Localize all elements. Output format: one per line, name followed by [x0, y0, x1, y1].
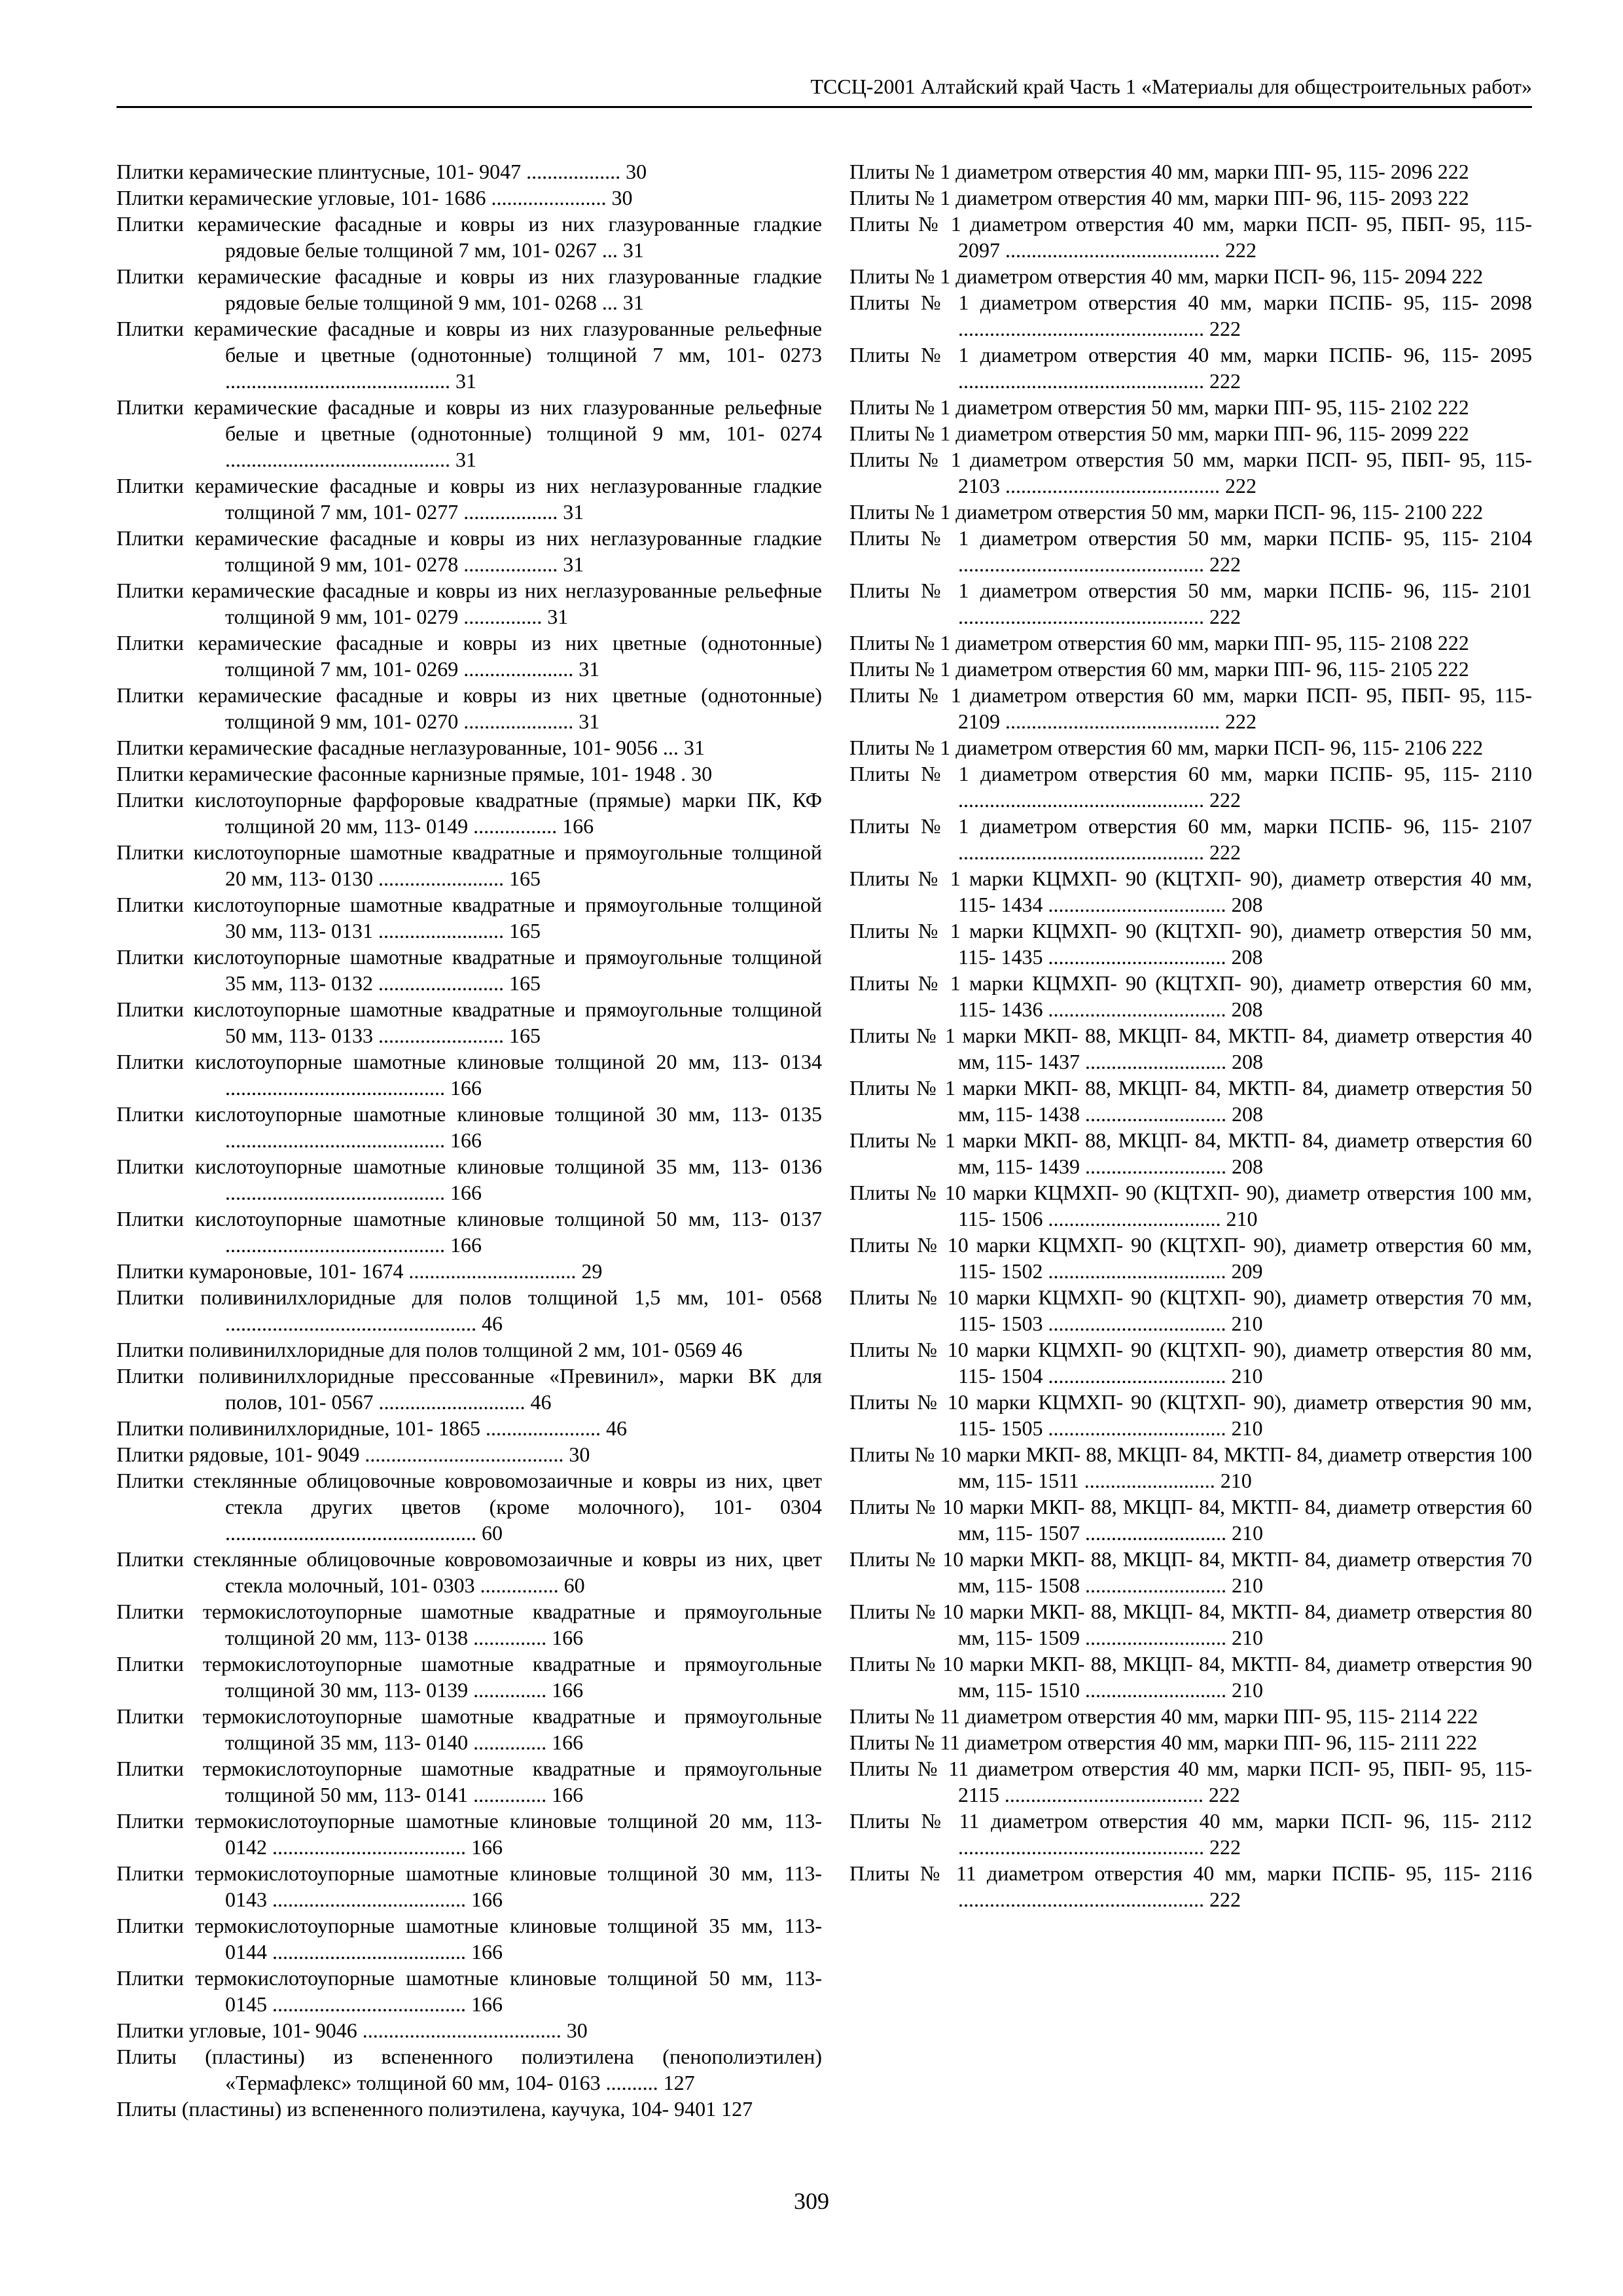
index-entry: Плитки керамические фасадные и ковры из них глазурованные рельефные белые и цветные (однотонные) толщиной 9 мм, 101- 0274 ........................................... 31 [116, 395, 822, 471]
index-entry: Плиты № 1 диаметром отверстия 40 мм, марки ПСП- 96, 115- 2094 222 [849, 264, 1484, 288]
index-entry: Плиты № 1 диаметром отверстия 50 мм, марки ПП- 95, 115- 2102 222 [849, 395, 1469, 419]
index-entry: Плиты № 1 диаметром отверстия 50 мм, марки ПП- 96, 115- 2099 222 [849, 422, 1469, 445]
index-entry: Плитки керамические плинтусные, 101- 9047 .................. 30 [116, 160, 647, 183]
index-entry: Плиты № 1 диаметром отверстия 50 мм, марки ПСПБ- 96, 115- 2101 ............................................... 222 [849, 579, 1532, 628]
index-entry: Плитки керамические фасадные и ковры из них глазурованные рельефные белые и цветные (однотонные) толщиной 7 мм, 101- 0273 ........................................... 31 [116, 317, 822, 393]
index-entry: Плиты № 1 марки КЦМХП- 90 (КЦТХП- 90), диаметр отверстия 60 мм, 115- 1436 .................................. 208 [849, 971, 1532, 1021]
index-entry: Плитки керамические фасадные и ковры из них цветные (однотонные) толщиной 9 мм, 101- 0270 ..................... 31 [116, 683, 822, 733]
index-entry: Плиты № 10 марки КЦМХП- 90 (КЦТХП- 90), диаметр отверстия 60 мм, 115- 1502 .................................. 209 [849, 1233, 1532, 1283]
index-column-left [116, 158, 822, 2122]
index-entry: Плитки термокислотоупорные шамотные клиновые толщиной 35 мм, 113- 0144 ..................................... 166 [116, 1914, 822, 1964]
index-entry: Плитки термокислотоупорные шамотные квадратные и прямоугольные толщиной 50 мм, 113- 0141 .............. 166 [116, 1757, 822, 1806]
index-entry: Плиты № 1 диаметром отверстия 40 мм, марки ПСП- 95, ПБП- 95, 115- 2097 ......................................... 222 [849, 212, 1532, 262]
index-entry: Плиты № 11 диаметром отверстия 40 мм, марки ПСП- 96, 115- 2112 ............................................... 222 [849, 1809, 1532, 1859]
index-entry: Плиты № 10 марки МКП- 88, МКЦП- 84, МКТП- 84, диаметр отверстия 70 мм, 115- 1508 ........................... 210 [849, 1547, 1532, 1597]
index-entry: Плиты № 1 диаметром отверстия 40 мм, марки ПСПБ- 96, 115- 2095 ............................................... 222 [849, 343, 1532, 393]
index-entry: Плиты № 11 диаметром отверстия 40 мм, марки ПСП- 95, ПБП- 95, 115- 2115 ...................................... 222 [849, 1757, 1532, 1806]
index-entry: Плиты № 1 диаметром отверстия 60 мм, марки ПСП- 95, ПБП- 95, 115- 2109 ......................................... 222 [849, 683, 1532, 733]
index-entry: Плитки керамические фасадные и ковры из них глазурованные гладкие рядовые белые толщиной 7 мм, 101- 0267 ... 31 [116, 212, 822, 262]
index-entry: Плитки керамические фасадные и ковры из них цветные (однотонные) толщиной 7 мм, 101- 0269 ..................... 31 [116, 631, 822, 681]
index-entry: Плитки кислотоупорные шамотные клиновые толщиной 30 мм, 113- 0135 .......................................... 166 [116, 1102, 822, 1152]
index-entry: Плитки кислотоупорные шамотные квадратные и прямоугольные толщиной 30 мм, 113- 0131 ........................ 165 [116, 893, 822, 942]
index-entry: Плитки кислотоупорные шамотные клиновые толщиной 20 мм, 113- 0134 .......................................... 166 [116, 1050, 822, 1100]
index-entry: Плиты (пластины) из вспененного полиэтилена (пенополиэтилен) «Термафлекс» толщиной 60 мм, 104- 0163 .......... 127 [116, 2045, 822, 2094]
index-entry: Плитки термокислотоупорные шамотные квадратные и прямоугольные толщиной 30 мм, 113- 0139 .............. 166 [116, 1652, 822, 1702]
index-entry: Плитки кумароновые, 101- 1674 ................................ 29 [116, 1259, 603, 1283]
index-entry: Плитки керамические угловые, 101- 1686 ...................... 30 [116, 186, 633, 209]
index-entry: Плиты № 11 диаметром отверстия 40 мм, марки ПП- 96, 115- 2111 222 [849, 1731, 1478, 1754]
index-entry: Плиты № 1 диаметром отверстия 50 мм, марки ПСПБ- 95, 115- 2104 ............................................... 222 [849, 526, 1532, 576]
index-entry: Плиты № 1 диаметром отверстия 50 мм, марки ПСП- 96, 115- 2100 222 [849, 500, 1484, 524]
index-entry: Плиты № 1 диаметром отверстия 50 мм, марки ПСП- 95, ПБП- 95, 115- 2103 ......................................... 222 [849, 448, 1532, 497]
index-entry: Плиты № 10 марки МКП- 88, МКЦП- 84, МКТП- 84, диаметр отверстия 90 мм, 115- 1510 ........................... 210 [849, 1652, 1532, 1702]
index-entry: Плитки керамические фасадные и ковры из них неглазурованные гладкие толщиной 9 мм, 101- 0278 .................. 31 [116, 526, 822, 576]
index-entry: Плиты № 11 диаметром отверстия 40 мм, марки ПП- 95, 115- 2114 222 [849, 1704, 1478, 1728]
index-entry: Плиты № 1 диаметром отверстия 60 мм, марки ПП- 95, 115- 2108 222 [849, 631, 1469, 655]
index-entry: Плитки термокислотоупорные шамотные квадратные и прямоугольные толщиной 35 мм, 113- 0140 .............. 166 [116, 1704, 822, 1754]
index-entry: Плиты № 1 марки МКП- 88, МКЦП- 84, МКТП- 84, диаметр отверстия 50 мм, 115- 1438 ........................... 208 [849, 1076, 1532, 1126]
index-entry: Плиты № 1 марки МКП- 88, МКЦП- 84, МКТП- 84, диаметр отверстия 60 мм, 115- 1439 ........................... 208 [849, 1128, 1532, 1178]
index-entry: Плиты № 1 диаметром отверстия 60 мм, марки ПП- 96, 115- 2105 222 [849, 657, 1469, 681]
index-entry: Плитки термокислотоупорные шамотные клиновые толщиной 50 мм, 113- 0145 ..................................... 166 [116, 1966, 822, 2016]
index-entry: Плиты № 1 диаметром отверстия 60 мм, марки ПСПБ- 96, 115- 2107 ............................................... 222 [849, 814, 1532, 864]
index-entry: Плиты № 10 марки МКП- 88, МКЦП- 84, МКТП- 84, диаметр отверстия 60 мм, 115- 1507 ........................... 210 [849, 1495, 1532, 1545]
index-entry: Плиты (пластины) из вспененного полиэтилена, каучука, 104- 9401 127 [116, 2097, 753, 2121]
index-entry: Плиты № 1 диаметром отверстия 40 мм, марки ПП- 95, 115- 2096 222 [849, 160, 1469, 183]
index-entry: Плитки керамические фасадные и ковры из них глазурованные гладкие рядовые белые толщиной 9 мм, 101- 0268 ... 31 [116, 264, 822, 314]
index-entry: Плитки керамические фасонные карнизные прямые, 101- 1948 . 30 [116, 762, 713, 785]
index-entry: Плиты № 1 диаметром отверстия 40 мм, марки ПСПБ- 95, 115- 2098 ............................................... 222 [849, 291, 1532, 340]
index-entry: Плитки рядовые, 101- 9049 ...................................... 30 [116, 1443, 590, 1466]
index-entry: Плитки угловые, 101- 9046 ...................................... 30 [116, 2018, 588, 2042]
index-entry: Плитки поливинилхлоридные для полов толщиной 1,5 мм, 101- 0568 ................................................ 46 [116, 1285, 822, 1335]
index-entry: Плиты № 10 марки КЦМХП- 90 (КЦТХП- 90), диаметр отверстия 70 мм, 115- 1503 .................................. 210 [849, 1285, 1532, 1335]
index-entry: Плитки кислотоупорные шамотные клиновые толщиной 35 мм, 113- 0136 .......................................... 166 [116, 1155, 822, 1204]
index-entry: Плитки кислотоупорные шамотные клиновые толщиной 50 мм, 113- 0137 .......................................... 166 [116, 1207, 822, 1257]
index-entry: Плиты № 10 марки МКП- 88, МКЦП- 84, МКТП- 84, диаметр отверстия 80 мм, 115- 1509 ........................... 210 [849, 1600, 1532, 1649]
index-entry: Плитки кислотоупорные фарфоровые квадратные (прямые) марки ПК, КФ толщиной 20 мм, 113- 0149 ................ 166 [116, 788, 822, 838]
index-entry: Плитки стеклянные облицовочные ковровомозаичные и ковры из них, цвет стекла молочный, 101- 0303 ............... 60 [116, 1547, 822, 1597]
page-number: 309 [794, 2188, 829, 2214]
index-entry: Плиты № 10 марки МКП- 88, МКЦП- 84, МКТП- 84, диаметр отверстия 100 мм, 115- 1511 ......................... 210 [849, 1443, 1532, 1492]
index-entry: Плиты № 10 марки КЦМХП- 90 (КЦТХП- 90), диаметр отверстия 100 мм, 115- 1506 ................................. 210 [849, 1181, 1532, 1230]
index-entry: Плиты № 1 диаметром отверстия 40 мм, марки ПП- 96, 115- 2093 222 [849, 186, 1469, 209]
index-entry: Плиты № 1 диаметром отверстия 60 мм, марки ПСПБ- 95, 115- 2110 ............................................... 222 [849, 762, 1532, 812]
index-entry: Плитки кислотоупорные шамотные квадратные и прямоугольные толщиной 20 мм, 113- 0130 ........................ 165 [116, 840, 822, 890]
index-entry: Плитки кислотоупорные шамотные квадратные и прямоугольные толщиной 50 мм, 113- 0133 ........................ 165 [116, 997, 822, 1047]
index-entry: Плитки термокислотоупорные шамотные квадратные и прямоугольные толщиной 20 мм, 113- 0138 .............. 166 [116, 1600, 822, 1649]
index-entry: Плиты № 1 марки КЦМХП- 90 (КЦТХП- 90), диаметр отверстия 40 мм, 115- 1434 .................................. 208 [849, 867, 1532, 916]
index-entry: Плиты № 10 марки КЦМХП- 90 (КЦТХП- 90), диаметр отверстия 90 мм, 115- 1505 .................................. 210 [849, 1390, 1532, 1440]
index-entry: Плитки керамические фасадные и ковры из них неглазурованные рельефные толщиной 9 мм, 101- 0279 ............... 31 [116, 579, 822, 628]
index-column-right [849, 158, 1532, 1912]
index-entry: Плитки поливинилхлоридные прессованные «Превинил», марки ВК для полов, 101- 0567 ............................ 46 [116, 1364, 822, 1414]
index-entry: Плитки поливинилхлоридные для полов толщиной 2 мм, 101- 0569 46 [116, 1338, 743, 1361]
index-entry: Плиты № 10 марки КЦМХП- 90 (КЦТХП- 90), диаметр отверстия 80 мм, 115- 1504 .................................. 210 [849, 1338, 1532, 1388]
index-entry: Плитки керамические фасадные и ковры из них неглазурованные гладкие толщиной 7 мм, 101- 0277 .................. 31 [116, 474, 822, 524]
index-entry: Плитки поливинилхлоридные, 101- 1865 ...................... 46 [116, 1416, 627, 1440]
index-entry: Плиты № 11 диаметром отверстия 40 мм, марки ПСПБ- 95, 115- 2116 ............................................... 222 [849, 1861, 1532, 1911]
index-entry: Плиты № 1 марки КЦМХП- 90 (КЦТХП- 90), диаметр отверстия 50 мм, 115- 1435 .................................. 208 [849, 919, 1532, 969]
running-header: ТССЦ-2001 Алтайский край Часть 1 «Материалы для общестроительных работ» [116, 72, 1532, 108]
index-entry: Плиты № 1 диаметром отверстия 60 мм, марки ПСП- 96, 115- 2106 222 [849, 736, 1484, 759]
index-entry: Плитки термокислотоупорные шамотные клиновые толщиной 20 мм, 113- 0142 ..................................... 166 [116, 1809, 822, 1859]
index-entry: Плиты № 1 марки МКП- 88, МКЦП- 84, МКТП- 84, диаметр отверстия 40 мм, 115- 1437 ........................... 208 [849, 1024, 1532, 1073]
index-entry: Плитки керамические фасадные неглазурованные, 101- 9056 ... 31 [116, 736, 705, 759]
index-entry: Плитки кислотоупорные шамотные квадратные и прямоугольные толщиной 35 мм, 113- 0132 ........................ 165 [116, 945, 822, 995]
index-entry: Плитки стеклянные облицовочные ковровомозаичные и ковры из них, цвет стекла других цветов (кроме молочного), 101- 0304 ................................................ 60 [116, 1469, 822, 1545]
index-entry: Плитки термокислотоупорные шамотные клиновые толщиной 30 мм, 113- 0143 ..................................... 166 [116, 1861, 822, 1911]
